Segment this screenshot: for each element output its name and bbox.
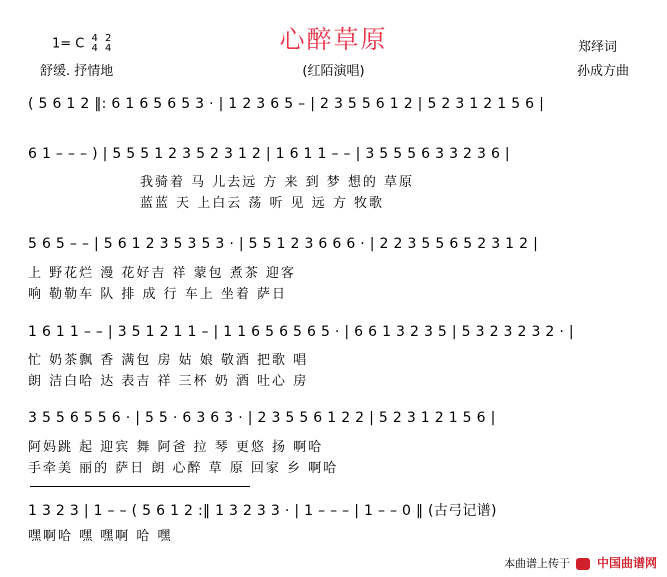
lyric-line-5a: 阿妈跳 起 迎宾 舞 阿爸 拉 琴 更悠 扬 啊哈 — [28, 440, 324, 455]
key-signature — [52, 34, 111, 54]
score-line-4: 1 6 1 1 – – | 3 5 1 2 1 1 – | 1 1 6 5 6 5 6 5 · | 6 6 1 3 2 3 5 | 5 3 2 3 2 3 2 · | — [28, 324, 574, 340]
score-line-5: 3 5 5 6 5 5 6 · | 5 5 · 6 3 6 3 · | 2 3 5 5 6 1 2 2 | 5 2 3 1 2 1 5 6 | — [28, 410, 496, 426]
lyric-line-3b: 响 勒勒车 队 排 成 行 车上 坐着 萨日 — [28, 287, 288, 302]
lyric-line-3a: 上 野花烂 漫 花好吉 祥 蒙包 煮茶 迎客 — [28, 266, 296, 281]
volta-bracket — [30, 486, 250, 487]
composer: 孙成方曲 — [576, 64, 629, 79]
lyric-line-6a: 嘿啊哈 嘿 嘿啊 哈 嘿 — [28, 529, 173, 544]
song-subtitle: (红陌演唱) — [302, 64, 365, 79]
site-logo-icon — [576, 558, 590, 570]
time-signature-4-4: 4 4 — [91, 33, 98, 54]
lyric-line-4a: 忙 奶茶飘 香 满包 房 姑 娘 敬酒 把歌 唱 — [28, 353, 309, 368]
lyric-line-5b: 手牵美 丽的 萨日 朗 心醉 草 原 回家 乡 啊哈 — [28, 461, 339, 476]
lyric-line-2a: 我骑着 马 儿去远 方 来 到 梦 想的 草原 — [140, 175, 415, 190]
footer-credit — [504, 554, 657, 571]
lyric-line-4b: 朗 洁白哈 达 表吉 祥 三杯 奶 酒 吐心 房 — [28, 374, 309, 389]
lyricist: 郑绎词 — [577, 40, 617, 55]
score-line-1: ( 5 6 1 2 ‖: 6 1 6 5 6 5 3 · | 1 2 3 6 5 – | 2 3 5 5 6 1 2 | 5 2 3 1 2 1 5 6 | — [28, 96, 545, 112]
score-line-3: 5 6 5 – – | 5 6 1 2 3 5 3 5 3 · | 5 5 1 2 3 6 6 6 · | 2 2 3 5 5 6 5 2 3 1 2 | — [28, 236, 539, 252]
tempo-marking: 舒缓. 抒情地 — [40, 64, 114, 79]
lyric-line-2b: 蓝蓝 天 上白云 荡 听 见 远 方 牧歌 — [140, 196, 385, 211]
footer-brand: 中国曲谱网 — [596, 556, 657, 570]
score-line-2: 6 1 – – – ) | 5 5 5 1 2 3 5 2 3 1 2 | 1 6 1 1 – – | 3 5 5 5 6 3 3 2 3 6 | — [28, 146, 510, 162]
key-label: 1= C — [52, 36, 85, 52]
song-title: 心醉草原 — [279, 25, 388, 54]
footer-text: 本曲谱上传于 — [503, 557, 570, 570]
time-signature-2-4: 2 4 — [105, 33, 112, 54]
score-line-6: 1 3 2 3 | 1 – – ( 5 6 1 2 :‖ 1 3 2 3 3 · | 1 – – – | 1 – – 0 ‖ (古弓记谱) — [28, 503, 497, 519]
